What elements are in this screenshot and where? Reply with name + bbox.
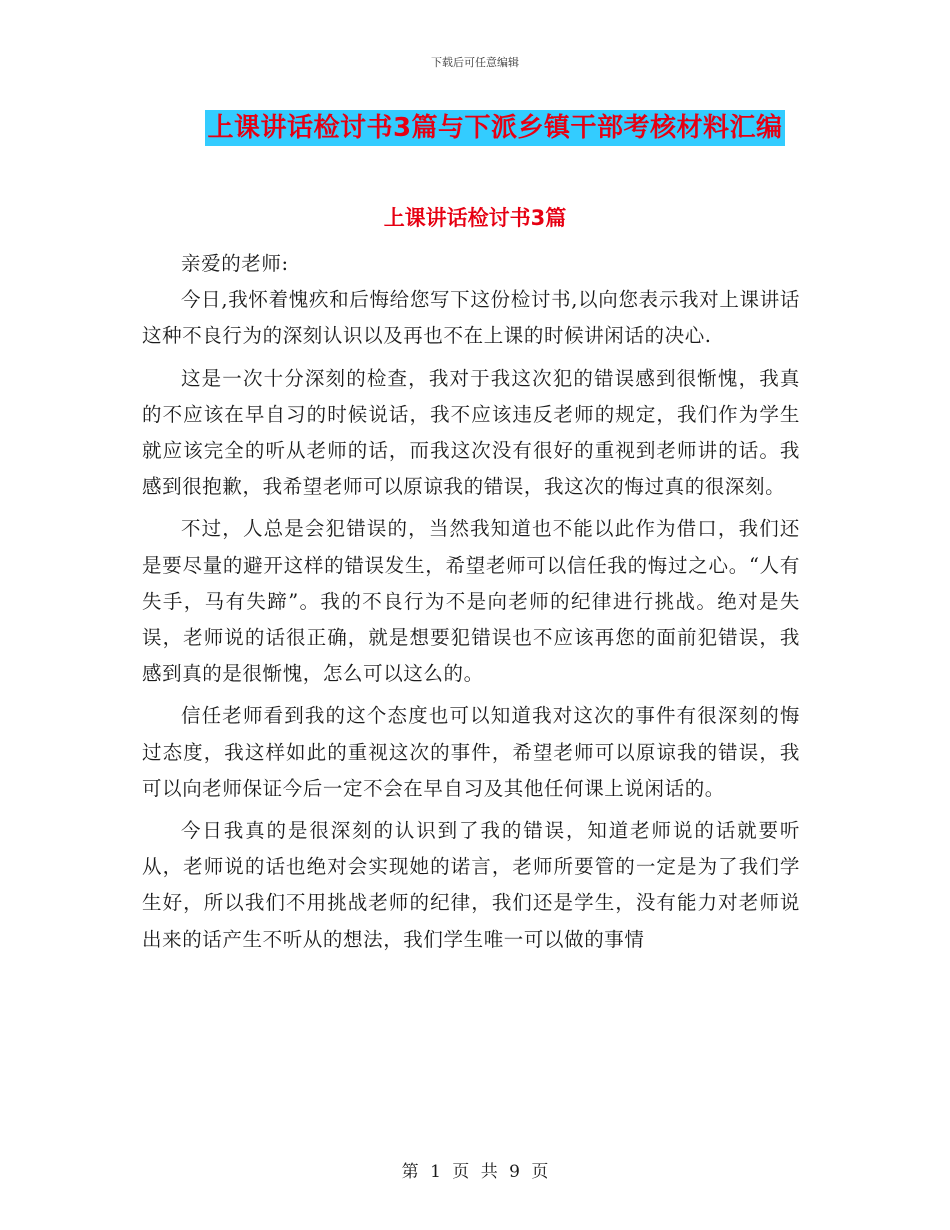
paragraph-salutation: 亲爱的老师: bbox=[181, 252, 289, 275]
paragraph: 今日我真的是很深刻的认识到了我的错误，知道老师说的话就要听从，老师说的话也绝对会实现她的诺言，老师所要管的一定是为了我们学生好，所以我们不用挑战老师的纪律，我们还是学生，没有能力对老师说出来的话产生不听从的想法，我们学生唯一可以做的事情 bbox=[142, 819, 800, 951]
paragraph: 这是一次十分深刻的检查，我对于我这次犯的错误感到很惭愧，我真的不应该在早自习的时候说话，我不应该违反老师的规定，我们作为学生就应该完全的听从老师的话，而我这次没有很好的重视到老师讲的话。我感到很抱歉，我希望老师可以原谅我的错误，我这次的悔过真的很深刻。 bbox=[142, 366, 800, 499]
paragraph: 今日,我怀着愧疚和后悔给您写下这份检讨书,以向您表示我对上课讲话这种不良行为的深刻认识以及再也不在上课的时候讲闲话的决心. bbox=[142, 288, 800, 348]
page-number-footer: 第 1 页 共 9 页 bbox=[401, 1162, 549, 1182]
paragraph: 不过，人总是会犯错误的，当然我知道也不能以此作为借口，我们还是要尽量的避开这样的错误发生，希望老师可以信任我的悔过之心。“人有失手，马有失蹄”。我的不良行为不是向老师的纪律进行挑战。绝对是失误，老师说的话很正确，就是想要犯错误也不应该再您的面前犯错误，我感到真的是很惭愧，怎么可以这么的。 bbox=[142, 517, 800, 686]
header-note: 下载后可任意编辑 bbox=[431, 56, 519, 69]
section-title: 上课讲话检讨书3篇 bbox=[383, 206, 567, 230]
document-title: 上课讲话检讨书3篇与下派乡镇干部考核材料汇编 bbox=[205, 110, 784, 146]
paragraph: 信任老师看到我的这个态度也可以知道我对这次的事件有很深刻的悔过态度，我这样如此的重视这次的事件，希望老师可以原谅我的错误，我可以向老师保证今后一定不会在早自习及其他任何课上说闲话的。 bbox=[142, 704, 800, 800]
document-title-container bbox=[0, 110, 950, 146]
letter-body bbox=[142, 246, 800, 958]
